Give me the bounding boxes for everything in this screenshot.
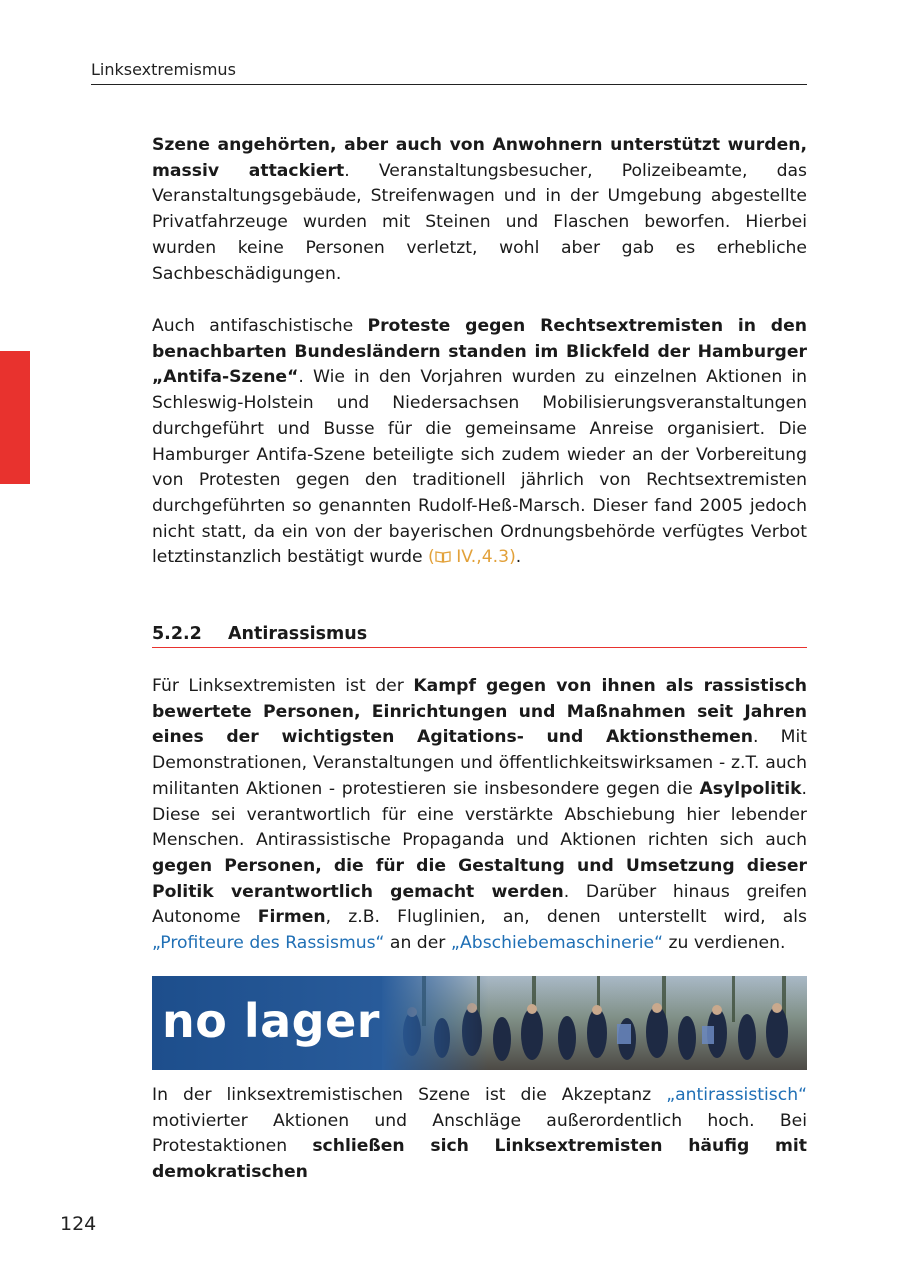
cross-reference-link[interactable]: ( IV.,4.3) xyxy=(428,547,516,568)
no-lager-banner-image xyxy=(152,976,807,1070)
text: In der linksextremistischen Szene ist die Akzeptanz xyxy=(152,1085,667,1105)
bold-text: Asylpolitik xyxy=(699,778,802,799)
paragraph-4 xyxy=(152,1083,807,1186)
bold-text: Firmen xyxy=(257,907,326,928)
bold-text: Proteste gegen Rechtsextremisten in den benachbarten Bundesländern standen im Blickfeld der Hamburger „Antifa-Szene“ xyxy=(152,316,807,388)
text: . Wie in den Vorjahren wurden zu einzelnen Aktionen in Schleswig-Holstein und Niedersachsen Mobilisierungsveranstaltungen durchgeführt und Busse für die gemeinsame Anreise organisiert. Die Hamburger Antifa-Szene beteiligte sich zudem wieder an der Vorbereitung von Protesten gegen den traditionell jährlich von Rechtsextremisten durchgeführten so genannten Rudolf-Heß-Marsch. Dieser fand 2005 jedoch nicht statt, da ein von der bayerischen Ordnungsbehörde verfügtes Verbot letztinstanzlich bestätigt wurde xyxy=(152,367,807,568)
text: an der xyxy=(384,933,451,954)
text: Auch antifaschistische xyxy=(152,316,368,336)
text: zu verdienen. xyxy=(663,933,786,954)
header-rule xyxy=(91,84,807,85)
text: . Veranstaltungsbesucher, Polizeibeamte, das Veranstaltungsgebäude, Streifenwagen und in der Umgebung abgestellte Privatfahrzeuge wurden mit Steinen und Flaschen beworfen. Hierbei wurden keine Personen verletzt, wohl aber gab es erhebliche Sachbeschädigungen. xyxy=(152,160,807,284)
section-rule xyxy=(152,647,807,648)
section-number: 5.2.2 xyxy=(152,624,202,644)
running-header: Linksextremismus xyxy=(91,60,236,79)
bold-text: Szene angehörten, aber auch von Anwohnern unterstützt wurden, massiv attackiert xyxy=(152,135,807,181)
paragraph-3 xyxy=(152,674,807,957)
section-heading xyxy=(152,624,807,644)
paragraph-2 xyxy=(152,314,807,571)
highlighted-quote: „Abschiebemaschinerie“ xyxy=(450,933,663,954)
bold-text: schließen sich Linksextremisten häufig mit demokratischen xyxy=(152,1136,807,1183)
highlighted-quote: „Profiteure des Rassismus“ xyxy=(152,933,385,954)
text: , z.B. Fluglinien, an, denen unterstellt wird, als xyxy=(325,907,807,928)
section-title: Antirassismus xyxy=(228,624,368,644)
text: . Mit Demonstrationen, Veranstaltungen und öffentlichkeitswirksamen - z.T. auch militanten Aktionen - protestieren sie insbesondere gegen die xyxy=(152,727,807,799)
text: Für Linksextremisten ist der xyxy=(152,676,414,696)
bold-text: gegen Personen, die für die Gestaltung und Umsetzung dieser Politik verantwortlich gemacht werden xyxy=(152,855,807,902)
highlighted-quote: „antirassistisch“ xyxy=(666,1085,807,1105)
text: . xyxy=(515,547,522,568)
book-icon xyxy=(435,550,451,563)
text: . Diese sei verantwortlich für eine verstärkte Abschiebung hier lebender Menschen. Antirassistische Propaganda und Aktionen richten sich auch xyxy=(152,778,807,851)
text: motivierter Aktionen und Anschläge außerordentlich hoch. Bei Protestaktionen xyxy=(152,1110,807,1157)
protest-photo xyxy=(382,976,807,1070)
bold-text: Kampf gegen von ihnen als rassistisch bewertete Personen, Einrichtungen und Maßnahmen seit Jahren eines der wichtigsten Agitations- und Aktionsthemen xyxy=(152,676,807,748)
text: . Darüber hinaus greifen Autonome xyxy=(152,881,808,928)
banner-text: no lager xyxy=(162,994,380,1048)
page-number: 124 xyxy=(60,1213,97,1235)
chapter-side-tab xyxy=(0,351,30,484)
paragraph-1 xyxy=(152,133,807,287)
